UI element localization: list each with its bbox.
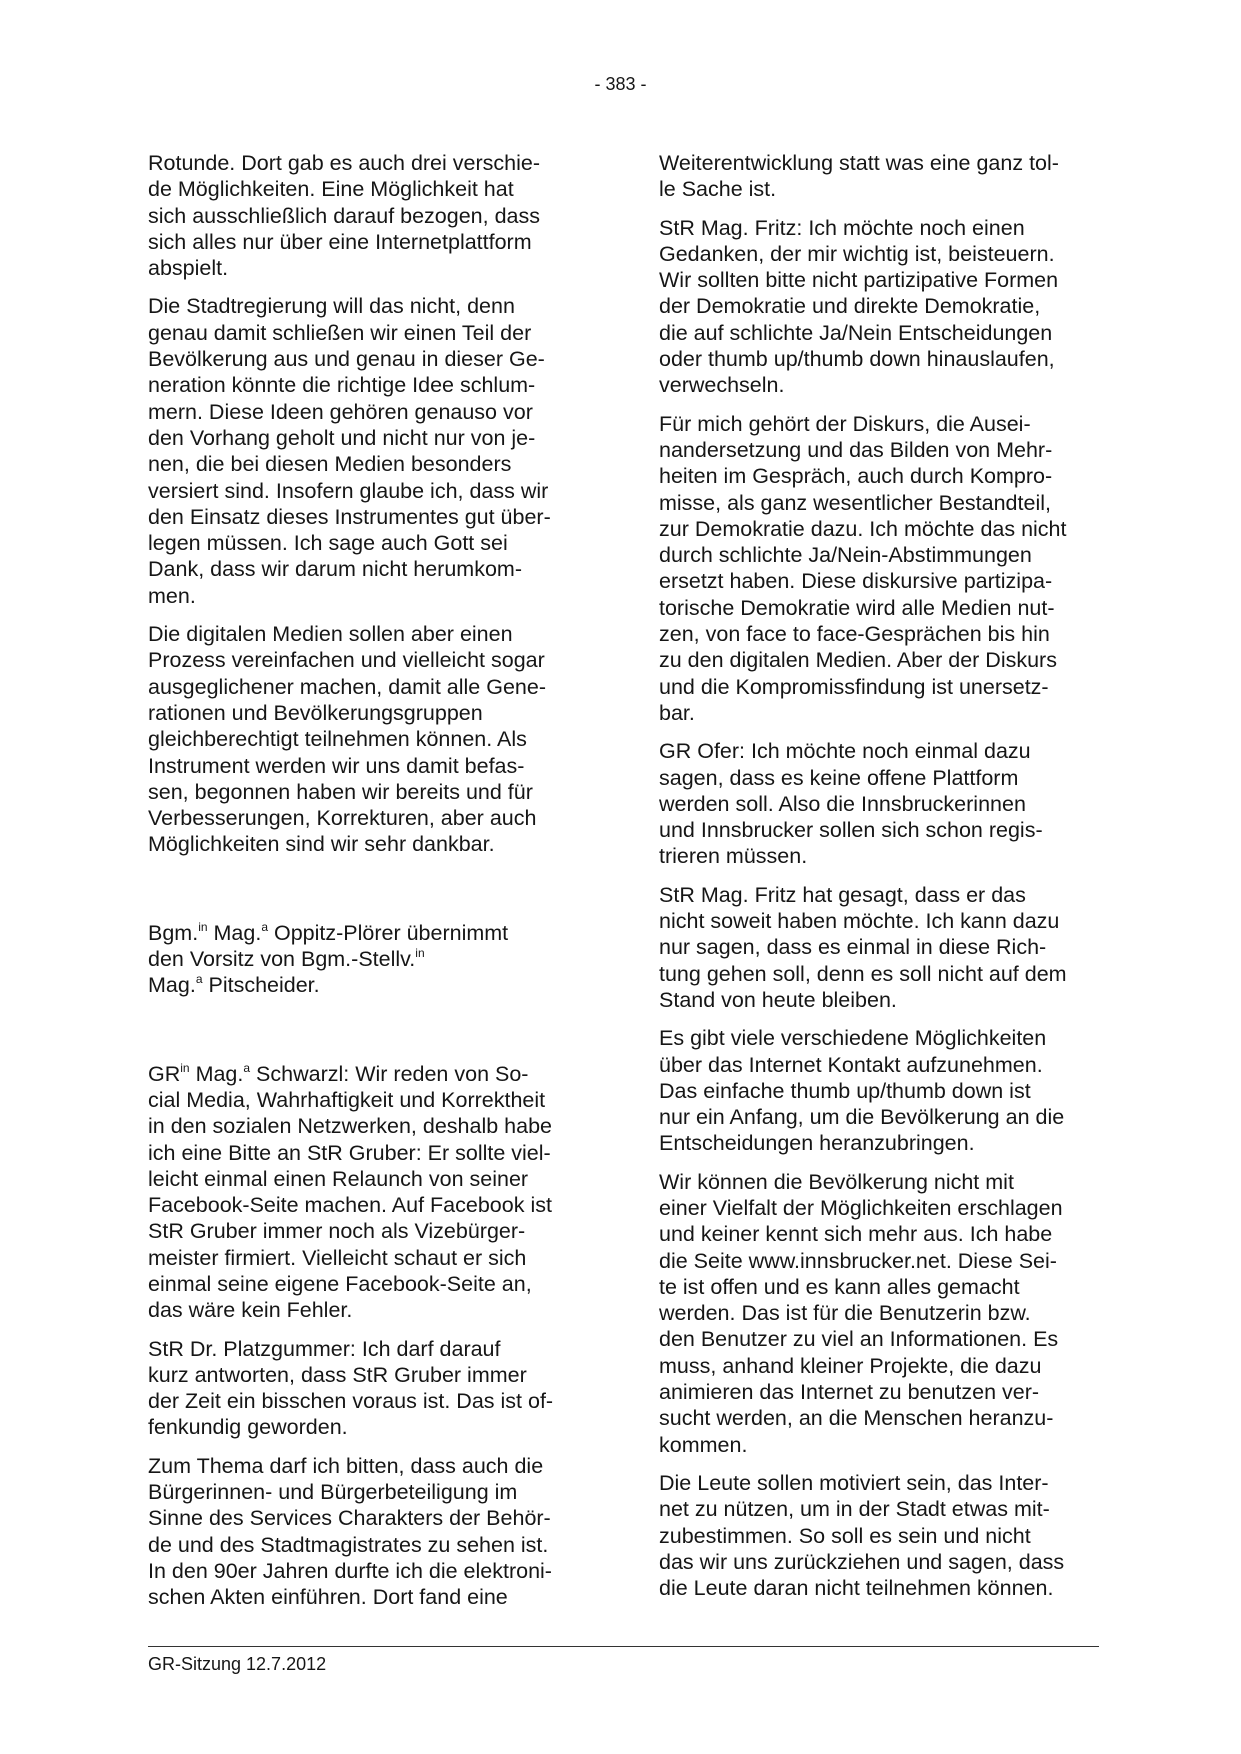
text-line: Für mich gehört der Diskurs, die Ausei-	[659, 411, 1031, 436]
text-line: das wäre kein Fehler.	[148, 1298, 353, 1323]
text-line: genau damit schließen wir einen Teil der	[148, 320, 532, 345]
page-number: - 383 -	[594, 74, 647, 94]
text-line: legen müssen. Ich sage auch Gott sei	[148, 531, 508, 556]
text-line: einer Vielfalt der Möglichkeiten erschlagen	[659, 1195, 1063, 1220]
text-line: In den 90er Jahren durfte ich die elektroni-	[148, 1558, 552, 1583]
text-line: Sinne des Services Charakters der Behör-	[148, 1506, 551, 1531]
text-line: verwechseln.	[659, 373, 785, 398]
left-column	[148, 150, 590, 1623]
paragraph-continuation	[148, 1087, 590, 1324]
text-line: sagen, dass es keine offene Plattform	[659, 765, 1019, 790]
text-line: sen, begonnen haben wir bereits und für	[148, 779, 533, 804]
text-line: nur ein Anfang, um die Bevölkerung an die	[659, 1105, 1065, 1130]
text-line: de und des Stadtmagistrates zu sehen ist.	[148, 1532, 549, 1557]
text-line: rationen und Bevölkerungsgruppen	[148, 700, 483, 725]
text-line: tung gehen soll, denn es soll nicht auf dem	[659, 961, 1067, 986]
text-line: die Seite www.innsbrucker.net. Diese Sei-	[659, 1248, 1057, 1273]
paragraph	[659, 150, 1099, 203]
text-line: der Demokratie und direkte Demokratie,	[659, 294, 1041, 319]
text-line: und die Kompromissfindung ist unersetz-	[659, 674, 1049, 699]
text-line: cial Media, Wahrhaftigkeit und Korrektheit	[148, 1087, 546, 1112]
paragraph-schwarzl: $GR^{in}$ Mag.$^a$ Schwarzl: Wir reden von So- cial Media, Wahrhaftigkeit und Korrektheit in den sozialen Netzwerken, deshalb habe ich eine Bitte an StR Gruber: Er sollte viel- leicht einmal einen Relaunch von seiner Facebook-Seite machen. Auf Facebook ist StR Gruber immer noch als Vizebürger- meister firmiert. Vielleicht schaut er sich einmal seine eigene Facebook-Seite an, das wäre kein Fehler.	[148, 1061, 590, 1324]
text-line: Gedanken, der mir wichtig ist, beisteuern.	[659, 241, 1055, 266]
text-line: misse, als ganz wesentlicher Bestandteil,	[659, 490, 1051, 515]
text-line: le Sache ist.	[659, 177, 777, 202]
text-line: nandersetzung und das Bilden von Mehr-	[659, 437, 1053, 462]
paragraph	[659, 1025, 1099, 1156]
text-line: werden. Das ist für die Benutzerin bzw.	[659, 1301, 1031, 1326]
text-line: Entscheidungen heranzubringen.	[659, 1131, 975, 1156]
text-line: meister firmiert. Vielleicht schaut er sich	[148, 1245, 527, 1270]
text-line: werden soll. Also die Innsbruckerinnen	[659, 791, 1026, 816]
paragraph	[659, 882, 1099, 1013]
text-line: Bevölkerung aus und genau in dieser Ge-	[148, 347, 545, 372]
text-line: neration könnte die richtige Idee schlum-	[148, 373, 536, 398]
text-line: die auf schlichte Ja/Nein Entscheidungen	[659, 320, 1053, 345]
footer-divider	[148, 1646, 1099, 1647]
text-line: bar.	[659, 700, 695, 725]
text-line: gleichberechtigt teilnehmen können. Als	[148, 727, 527, 752]
text-line: oder thumb up/thumb down hinauslaufen,	[659, 347, 1055, 372]
text-line: schen Akten einführen. Dort fand eine	[148, 1585, 508, 1610]
text-line: heiten im Gespräch, auch durch Kompro-	[659, 464, 1053, 489]
text-line: zur Demokratie dazu. Ich möchte das nicht	[659, 516, 1067, 541]
text-line: torische Demokratie wird alle Medien nut-	[659, 595, 1055, 620]
text-line: Dank, dass wir darum nicht herumkom-	[148, 557, 522, 582]
paragraph	[148, 1336, 590, 1441]
text-line: StR Mag. Fritz: Ich möchte noch einen	[659, 215, 1025, 240]
text-line: GR Ofer: Ich möchte noch einmal dazu	[659, 739, 1031, 764]
text-line: Verbesserungen, Korrekturen, aber auch	[148, 806, 537, 831]
text-line: Weiterentwicklung statt was eine ganz tol-	[659, 151, 1059, 175]
chair-change-note: Bgm.$^{in}$ Mag.$^a$ Oppitz-Plörer übernimmt den Vorsitz von Bgm.-Stellv.$^{in}$ Mag.$^a$ Pitscheider.	[148, 919, 509, 998]
paragraph	[659, 738, 1099, 869]
text-line: te ist offen und es kann alles gemacht	[659, 1274, 1020, 1299]
text-line: den Vorhang geholt und nicht nur von je-	[148, 425, 536, 450]
text-line: das wir uns zurückziehen und sagen, dass	[659, 1549, 1065, 1574]
text-line: leicht einmal einen Relaunch von seiner	[148, 1166, 529, 1191]
text-line: abspielt.	[148, 256, 229, 281]
text-line: zubestimmen. So soll es sein und nicht	[659, 1523, 1031, 1548]
text-line: sich alles nur über eine Internetplattform	[148, 229, 532, 254]
text-line: StR Mag. Fritz hat gesagt, dass er das	[659, 882, 1026, 907]
text-line: Rotunde. Dort gab es auch drei verschie-	[148, 151, 540, 175]
paragraph	[148, 293, 590, 609]
paragraph	[659, 411, 1099, 727]
text-line: mern. Diese Ideen gehören genauso vor	[148, 399, 533, 424]
text-line: den Benutzer zu viel an Informationen. Es	[659, 1327, 1059, 1352]
paragraph	[659, 1169, 1099, 1458]
text-line: Facebook-Seite machen. Auf Facebook ist	[148, 1193, 552, 1218]
text-line: ersetzt haben. Diese diskursive partizipa-	[659, 569, 1053, 594]
paragraph	[148, 150, 590, 281]
text-line: kommen.	[659, 1432, 748, 1457]
text-line: trieren müssen.	[659, 844, 808, 869]
text-line: Stand von heute bleiben.	[659, 987, 897, 1012]
text-line: Möglichkeiten sind wir sehr dankbar.	[148, 832, 495, 857]
text-line: StR Gruber immer noch als Vizebürger-	[148, 1219, 526, 1244]
paragraph	[148, 621, 590, 858]
text-line: Bürgerinnen- und Bürgerbeteiligung im	[148, 1480, 518, 1505]
text-line: ausgeglichener machen, damit alle Gene-	[148, 674, 546, 699]
text-line: nen, die bei diesen Medien besonders	[148, 452, 512, 477]
text-line: Die digitalen Medien sollen aber einen	[148, 622, 513, 647]
footer-session-date: GR-Sitzung 12.7.2012	[148, 1654, 327, 1674]
text-line: sucht werden, an die Menschen heranzu-	[659, 1406, 1054, 1431]
text-line: einmal seine eigene Facebook-Seite an,	[148, 1271, 532, 1296]
text-line: Es gibt viele verschiedene Möglichkeiten	[659, 1026, 1047, 1051]
text-line: fenkundig geworden.	[148, 1415, 348, 1440]
text-line: der Zeit ein bisschen voraus ist. Das ist of-	[148, 1389, 554, 1414]
text-line: Das einfache thumb up/thumb down ist	[659, 1078, 1031, 1103]
text-line: sich ausschließlich darauf bezogen, dass	[148, 203, 540, 228]
text-line: muss, anhand kleiner Projekte, die dazu	[659, 1353, 1042, 1378]
text-line: und keiner kennt sich mehr aus. Ich habe	[659, 1222, 1053, 1247]
text-line: kurz antworten, dass StR Gruber immer	[148, 1362, 527, 1387]
text-line: zu den digitalen Medien. Aber der Diskurs	[659, 648, 1057, 673]
text-line: den Einsatz dieses Instrumentes gut über-	[148, 504, 551, 529]
paragraph	[659, 1470, 1099, 1601]
text-line: die Leute daran nicht teilnehmen können.	[659, 1576, 1054, 1601]
text-line: durch schlichte Ja/Nein-Abstimmungen	[659, 543, 1032, 568]
text-line: und Innsbrucker sollen sich schon regis-	[659, 818, 1043, 843]
text-line: Wir sollten bitte nicht partizipative Formen	[659, 268, 1059, 293]
paragraph	[148, 1453, 590, 1611]
text-line: Zum Thema darf ich bitten, dass auch die	[148, 1453, 544, 1478]
text-line: nicht soweit haben möchte. Ich kann dazu	[659, 909, 1060, 934]
text-line: nur sagen, dass es einmal in diese Rich-	[659, 935, 1047, 960]
text-line: in den sozialen Netzwerken, deshalb habe	[148, 1114, 552, 1139]
right-column	[659, 150, 1099, 1613]
text-line: StR Dr. Platzgummer: Ich darf darauf	[148, 1336, 501, 1361]
text-line: Wir können die Bevölkerung nicht mit	[659, 1169, 1014, 1194]
text-line: net zu nützen, um in der Stadt etwas mit-	[659, 1497, 1050, 1522]
text-line: Die Leute sollen motiviert sein, das Inter-	[659, 1470, 1049, 1495]
text-line: ich eine Bitte an StR Gruber: Er sollte viel-	[148, 1140, 551, 1165]
text-line: Die Stadtregierung will das nicht, denn	[148, 294, 515, 319]
text-line: zen, von face to face-Gesprächen bis hin	[659, 622, 1050, 647]
text-line: animieren das Internet zu benutzen ver-	[659, 1380, 1040, 1405]
text-line: Instrument werden wir uns damit befas-	[148, 753, 525, 778]
text-line: men.	[148, 583, 196, 608]
text-line: de Möglichkeiten. Eine Möglichkeit hat	[148, 177, 514, 202]
text-line: Prozess vereinfachen und vielleicht sogar	[148, 648, 545, 673]
text-line: versiert sind. Insofern glaube ich, dass wir	[148, 478, 549, 503]
text-line: über das Internet Kontakt aufzunehmen.	[659, 1052, 1043, 1077]
paragraph	[659, 215, 1099, 399]
